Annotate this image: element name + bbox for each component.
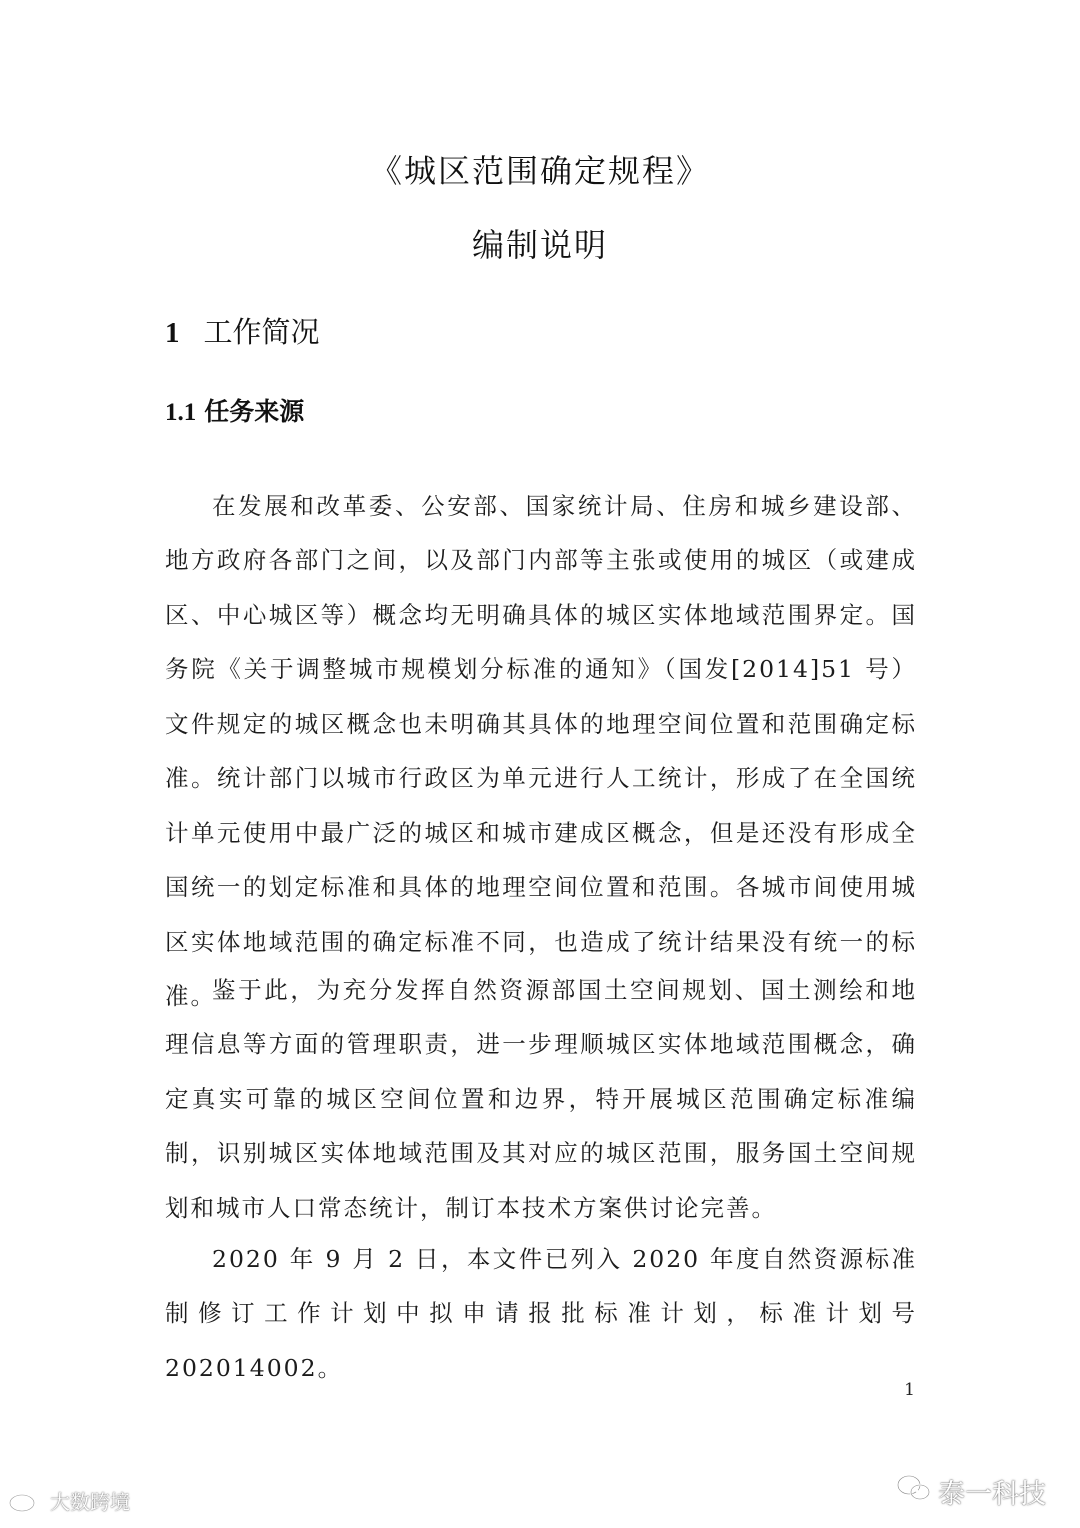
section-heading-1 xyxy=(165,310,320,351)
paragraph-3: 2020 年 9 月 2 日，本文件已列入 2020 年度自然资源标准制修订工作计划中拟申请报批标准计划，标准计划号 202014002。 xyxy=(165,1244,917,1382)
section-number: 1 xyxy=(165,317,180,349)
watermark-left xyxy=(8,1486,130,1515)
watermark-right xyxy=(896,1472,1046,1511)
watermark-left-text: 大数跨境 xyxy=(50,1490,130,1514)
page-number: 1 xyxy=(904,1380,915,1400)
watermark-right-text: 泰一科技 xyxy=(938,1479,1046,1510)
paragraph-2: 鉴于此，为充分发挥自然资源部国土空间规划、国土测绘和地理信息等方面的管理职责，进一步理顺城区实体地域范围概念，确定真实可靠的城区空间位置和边界，特开展城区范围确定标准编制，识别城区实体地域范围及其对应的城区范围，服务国土空间规划和城市人口常态统计，制订本技术方案供讨论完善。 xyxy=(165,975,917,1222)
weibo-logo-icon xyxy=(8,1490,44,1512)
document-subtitle: 编制说明 xyxy=(471,226,608,264)
subsection-heading-1-1 xyxy=(165,392,304,428)
section-title: 工作简况 xyxy=(203,315,320,349)
paragraph-1: 在发展和改革委、公安部、国家统计局、住房和城乡建设部、地方政府各部门之间，以及部门内部等主张或使用的城区（或建成区、中心城区等）概念均无明确具体的城区实体地域范围界定。国务院《关于调整城市规模划分标准的通知》（国发[2014]51 号）文件规定的城区概念也未明确其具体的地理空间位置和范围确定标准。统计部门以城市行政区为单元进行人工统计，形成了在全国统计单元使用中最广泛的城区和城市建成区概念，但是还没有形成全国统一的划定标准和具体的地理空间位置和范围。各城市间使用城区实体地域范围的确定标准不同，也造成了统计结果没有统一的标准。 xyxy=(165,491,917,1010)
document-title: 《城区范围确定规程》 xyxy=(369,152,710,190)
wechat-icon xyxy=(896,1473,932,1510)
subsection-title: 任务来源 xyxy=(204,397,305,426)
subsection-number: 1.1 xyxy=(165,399,197,426)
